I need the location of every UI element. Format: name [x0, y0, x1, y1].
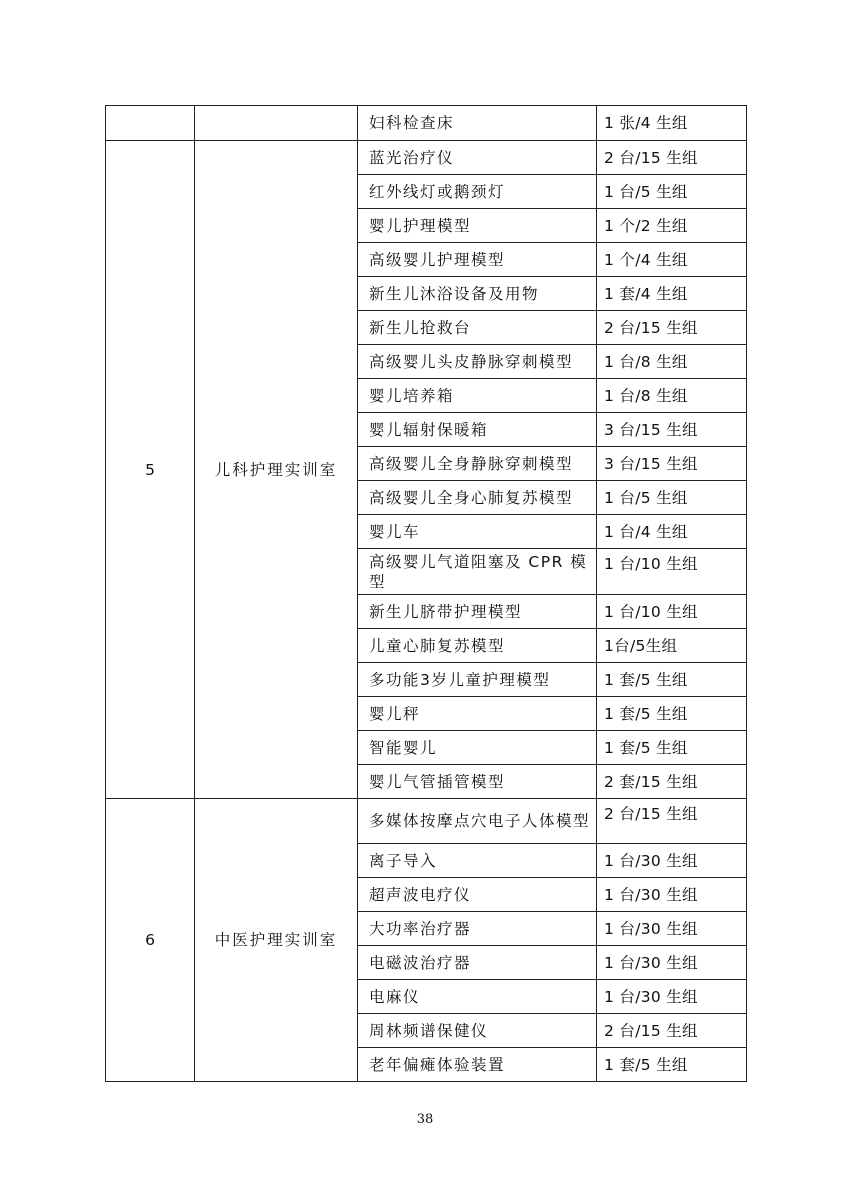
- item-cell: 高级婴儿全身静脉穿刺模型: [358, 447, 597, 481]
- qty-cell: 1台/5生组: [597, 629, 747, 663]
- qty-cell: 1 套/4 生组: [597, 277, 747, 311]
- no-cell-empty: [106, 106, 195, 141]
- item-cell: 老年偏瘫体验装置: [358, 1048, 597, 1082]
- item-cell: 婴儿秤: [358, 697, 597, 731]
- item-cell: 周林频谱保健仪: [358, 1014, 597, 1048]
- item-cell: 婴儿车: [358, 515, 597, 549]
- qty-cell: 1 台/30 生组: [597, 946, 747, 980]
- group-number: 6: [106, 799, 195, 1082]
- item-cell: 婴儿气管插管模型: [358, 765, 597, 799]
- qty-cell: 1 台/5 生组: [597, 481, 747, 515]
- qty-cell: 1 套/5 生组: [597, 697, 747, 731]
- qty-cell: 2 台/15 生组: [597, 1014, 747, 1048]
- qty-cell: 1 台/30 生组: [597, 980, 747, 1014]
- table-row: [106, 799, 747, 844]
- item-cell: 智能婴儿: [358, 731, 597, 765]
- qty-cell: 1 个/2 生组: [597, 209, 747, 243]
- item-cell: 高级婴儿全身心肺复苏模型: [358, 481, 597, 515]
- qty-cell: 1 台/30 生组: [597, 878, 747, 912]
- room-name: 儿科护理实训室: [195, 141, 358, 799]
- qty-cell: 1 台/8 生组: [597, 345, 747, 379]
- qty-cell: 1 台/8 生组: [597, 379, 747, 413]
- qty-cell: 1 个/4 生组: [597, 243, 747, 277]
- item-cell: 新生儿沐浴设备及用物: [358, 277, 597, 311]
- item-cell: 高级婴儿头皮静脉穿刺模型: [358, 345, 597, 379]
- qty-cell: 1 台/10 生组: [597, 595, 747, 629]
- item-cell: 红外线灯或鹅颈灯: [358, 175, 597, 209]
- item-cell: 离子导入: [358, 844, 597, 878]
- qty-cell: 1 套/5 生组: [597, 663, 747, 697]
- group-number: 5: [106, 141, 195, 799]
- room-name: 中医护理实训室: [195, 799, 358, 1082]
- item-cell: 超声波电疗仪: [358, 878, 597, 912]
- qty-cell: 1 套/5 生组: [597, 731, 747, 765]
- qty-cell: 2 台/15 生组: [597, 311, 747, 345]
- item-cell: 高级婴儿气道阻塞及 CPR 模型: [358, 549, 597, 595]
- item-cell: 多媒体按摩点穴电子人体模型: [358, 799, 597, 844]
- table-row: [106, 141, 747, 175]
- qty-cell: 1 台/30 生组: [597, 912, 747, 946]
- item-cell: 蓝光治疗仪: [358, 141, 597, 175]
- item-cell: 新生儿抢救台: [358, 311, 597, 345]
- item-cell: 儿童心肺复苏模型: [358, 629, 597, 663]
- qty-cell: 1 套/5 生组: [597, 1048, 747, 1082]
- item-cell: 大功率治疗器: [358, 912, 597, 946]
- qty-cell: 1 台/4 生组: [597, 515, 747, 549]
- item-cell: 多功能3岁儿童护理模型: [358, 663, 597, 697]
- item-cell: 妇科检查床: [358, 106, 597, 141]
- equipment-table: [105, 105, 747, 1082]
- qty-cell: 1 台/30 生组: [597, 844, 747, 878]
- qty-cell: 2 台/15 生组: [597, 799, 747, 844]
- qty-cell: 2 台/15 生组: [597, 141, 747, 175]
- qty-cell: 1 台/10 生组: [597, 549, 747, 595]
- item-cell: 电麻仪: [358, 980, 597, 1014]
- qty-cell: 3 台/15 生组: [597, 447, 747, 481]
- page-number: 38: [416, 1112, 434, 1127]
- item-cell: 新生儿脐带护理模型: [358, 595, 597, 629]
- qty-cell: 2 套/15 生组: [597, 765, 747, 799]
- item-cell: 婴儿培养箱: [358, 379, 597, 413]
- qty-cell: 1 台/5 生组: [597, 175, 747, 209]
- room-cell-empty: [195, 106, 358, 141]
- item-cell: 婴儿辐射保暖箱: [358, 413, 597, 447]
- qty-cell: 1 张/4 生组: [597, 106, 747, 141]
- item-cell: 高级婴儿护理模型: [358, 243, 597, 277]
- item-cell: 电磁波治疗器: [358, 946, 597, 980]
- item-cell: 婴儿护理模型: [358, 209, 597, 243]
- qty-cell: 3 台/15 生组: [597, 413, 747, 447]
- table-row: [106, 106, 747, 141]
